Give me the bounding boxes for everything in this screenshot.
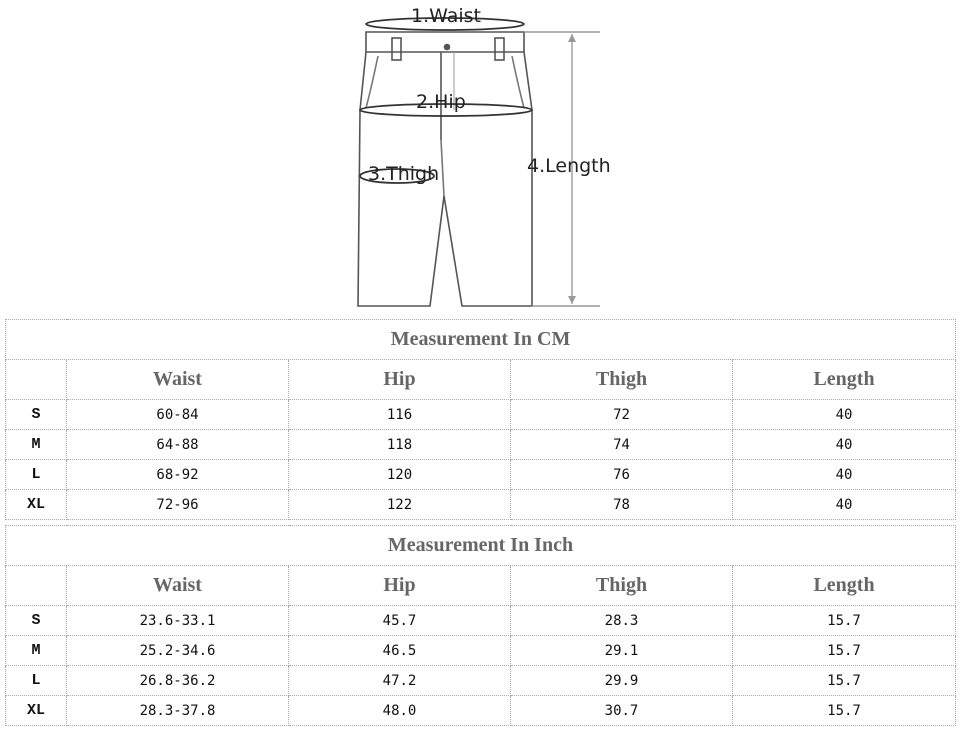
- size-cell: L: [6, 666, 67, 696]
- size-cell: XL: [6, 490, 67, 520]
- size-header-blank: [6, 360, 67, 400]
- size-cell: XL: [6, 696, 67, 726]
- column-header-thigh: Thigh: [511, 566, 733, 606]
- length-cell: 40: [733, 490, 956, 520]
- size-table-cm: [5, 319, 956, 520]
- column-header-waist: Waist: [67, 360, 289, 400]
- waist-cell: 60-84: [67, 400, 289, 430]
- hip-cell: 116: [289, 400, 511, 430]
- hip-cell: 118: [289, 430, 511, 460]
- column-header-hip: Hip: [289, 360, 511, 400]
- size-cell: S: [6, 606, 67, 636]
- length-cell: 40: [733, 430, 956, 460]
- thigh-cell: 29.1: [511, 636, 733, 666]
- length-cell: 15.7: [733, 636, 956, 666]
- table-row: [6, 696, 956, 726]
- waist-cell: 23.6-33.1: [67, 606, 289, 636]
- size-table-inch: [5, 525, 956, 726]
- length-cell: 15.7: [733, 696, 956, 726]
- thigh-cell: 76: [511, 460, 733, 490]
- length-cell: 40: [733, 400, 956, 430]
- column-header-hip: Hip: [289, 566, 511, 606]
- waist-cell: 72-96: [67, 490, 289, 520]
- size-cell: L: [6, 460, 67, 490]
- hip-cell: 48.0: [289, 696, 511, 726]
- thigh-cell: 28.3: [511, 606, 733, 636]
- hip-cell: 122: [289, 490, 511, 520]
- table-row: [6, 606, 956, 636]
- length-cell: 15.7: [733, 666, 956, 696]
- waist-cell: 26.8-36.2: [67, 666, 289, 696]
- length-cell: 40: [733, 460, 956, 490]
- hip-label: 2.Hip: [416, 91, 466, 113]
- size-cell: M: [6, 636, 67, 666]
- column-header-waist: Waist: [67, 566, 289, 606]
- table-row: [6, 636, 956, 666]
- shorts-illustration: [0, 0, 960, 315]
- column-header-length: Length: [733, 566, 956, 606]
- waist-cell: 68-92: [67, 460, 289, 490]
- thigh-cell: 29.9: [511, 666, 733, 696]
- waist-cell: 25.2-34.6: [67, 636, 289, 666]
- waist-cell: 28.3-37.8: [67, 696, 289, 726]
- hip-cell: 47.2: [289, 666, 511, 696]
- length-label: 4.Length: [527, 155, 611, 177]
- hip-cell: 45.7: [289, 606, 511, 636]
- hip-cell: 120: [289, 460, 511, 490]
- thigh-cell: 72: [511, 400, 733, 430]
- table-row: [6, 430, 956, 460]
- thigh-cell: 78: [511, 490, 733, 520]
- size-cell: S: [6, 400, 67, 430]
- table-title: Measurement In CM: [6, 320, 956, 360]
- hip-cell: 46.5: [289, 636, 511, 666]
- size-cell: M: [6, 430, 67, 460]
- length-cell: 15.7: [733, 606, 956, 636]
- waist-cell: 64-88: [67, 430, 289, 460]
- column-header-length: Length: [733, 360, 956, 400]
- shorts-diagram: [0, 0, 960, 315]
- table-row: [6, 490, 956, 520]
- size-header-blank: [6, 566, 67, 606]
- table-row: [6, 666, 956, 696]
- thigh-cell: 74: [511, 430, 733, 460]
- waist-label: 1.Waist: [411, 5, 481, 27]
- table-row: [6, 460, 956, 490]
- column-header-thigh: Thigh: [511, 360, 733, 400]
- table-title: Measurement In Inch: [6, 526, 956, 566]
- table-row: [6, 400, 956, 430]
- thigh-cell: 30.7: [511, 696, 733, 726]
- thigh-label: 3.Thigh: [368, 163, 440, 185]
